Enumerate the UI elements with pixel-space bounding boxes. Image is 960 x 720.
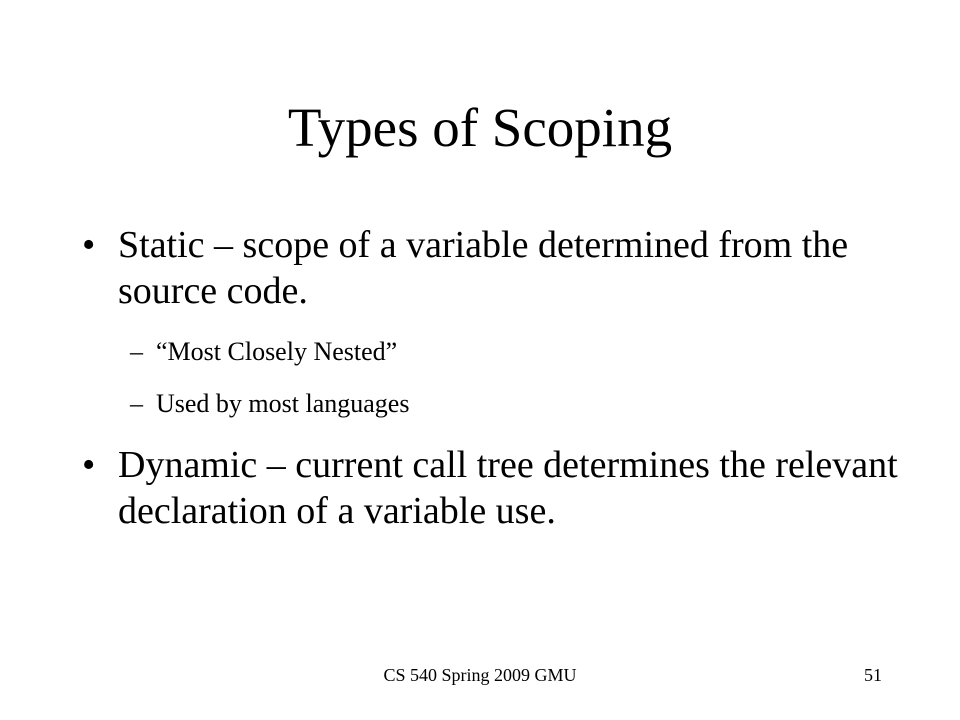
subitem-marker: – — [130, 389, 143, 418]
footer-course: CS 540 Spring 2009 GMU — [383, 665, 577, 685]
footer-page-number: 51 — [864, 665, 882, 685]
bullet-marker: • — [82, 444, 96, 486]
slide-title: Types of Scoping — [287, 97, 673, 158]
subitem-text: “Most Closely Nested” — [156, 337, 398, 366]
subitem-text: Used by most languages — [156, 389, 410, 418]
bullet-marker: • — [82, 224, 96, 266]
bullet-text: Static – scope of a variable determined from the source code. — [118, 224, 849, 312]
subitem-marker: – — [130, 337, 143, 366]
bullet-text: Dynamic – current call tree determines the relevant declaration of a variable use. — [118, 444, 898, 532]
